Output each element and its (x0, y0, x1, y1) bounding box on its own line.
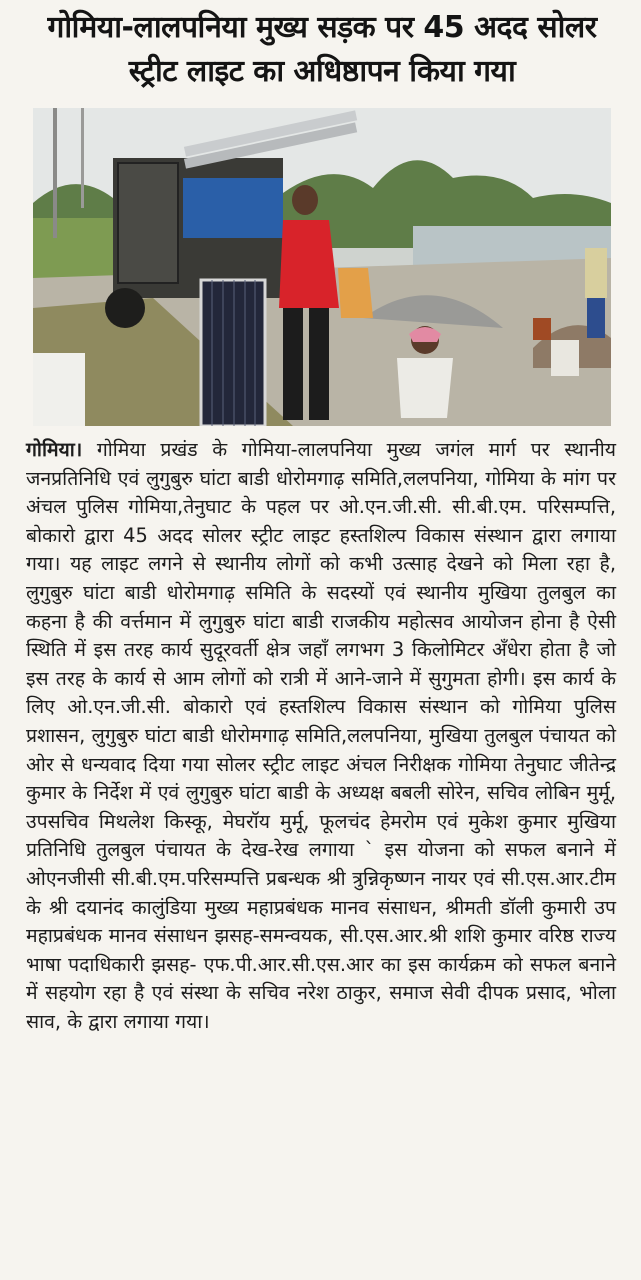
news-photo (33, 108, 611, 426)
article-text: गोमिया प्रखंड के गोमिया-लालपनिया मुख्य जगंल मार्ग पर स्थानीय जनप्रतिनिधि एवं लुगुबुरु घांटा बाडी धोरोमगाढ़ समिति,ललपनिया, गोमिया के मांग पर अंचल पुलिस गोमिया,तेनुघाट के पहल पर ओ.एन.जी.सी. सी.बी.एम. परिसम्पत्ति, बोकारो द्वारा 45 अदद सोलर स्ट्रीट लाइट हस्तशिल्प विकास संस्थान द्वारा लगाया गया। यह लाइट लगने से स्थानीय लोगों को कभी उत्साह देखने को मिला रहा है, लुगुबुरु घांटा बाडी धोरोमगाढ़ समिति के सदस्यों एवं स्थानीय मुखिया तुलबुल का कहना है की वर्त्तमान में लुगुबुरु घांटा बाडी राजकीय महोत्सव आयोजन होना है ऐसी स्थिति में इस तरह कार्य सुदूरवर्ती क्षेत्र जहाँ लगभग 3 किलोमिटर अँधेरा होता है जो इस तरह के कार्य से आम लोगों को रात्री में आने-जाने में सुगुमता होगी। इस कार्य के लिए ओ.एन.जी.सी. बोकारो एवं हस्तशिल्प विकास संस्थान को गोमिया पुलिस प्रशासन, लुगुबुरु घांटा बाडी धोरोमगाढ़ समिति,ललपनिया, मुखिया तुलबुल पंचायत को ओर से धन्यवाद दिया गया सोलर स्ट्रीट लाइट अंचल निरीक्षक गोमिया तेनुघाट जीतेन्द्र कुमार के निर्देश में एवं लुगुबुरु घांटा बाडी के अध्यक्ष बबली सोरेन, सचिव लोबिन मुर्मू, उपसचिव मिथलेश किस्कू, मेघरॉय मुर्मू, फूलचंद हेमरोम एवं मुकेश कुमार मुखिया प्रतिनिधि तुलबुल पंचायत के देख-रेख लगाया ` इस योजना को सफल बनाने में ओएनजीसी सी.बी.एम.परिसम्पत्ति प्रबन्धक श्री त्रुन्निकृष्णन नायर एवं सी.एस.आर.टीम के श्री दयानंद कालुंडिया मुख्य महाप्रबंधक मानव संसाधन, श्रीमती डॉली कुमारी उप महाप्रबंधक मानव संसाधन झसह-समन्वयक, सी.एस.आर.श्री शशि कुमार वरिष्ठ राज्य भाषा पदाधिकारी झसह- एफ.पी.आर.सी.एस.आर का इस कार्यक्रम को सफल बनाने में सहयोग रहा है एवं संस्था के सचिव नरेश ठाकुर, समाज सेवी दीपक प्रसाद, भोला साव, के द्वारा लगाया गया। (26, 438, 616, 1033)
dateline: गोमिया। (26, 438, 83, 461)
article-body (26, 436, 616, 1036)
headline: गोमिया-लालपनिया मुख्य सड़क पर 45 अदद सोलर स्ट्रीट लाइट का अधिष्ठापन किया गया (47, 10, 597, 89)
